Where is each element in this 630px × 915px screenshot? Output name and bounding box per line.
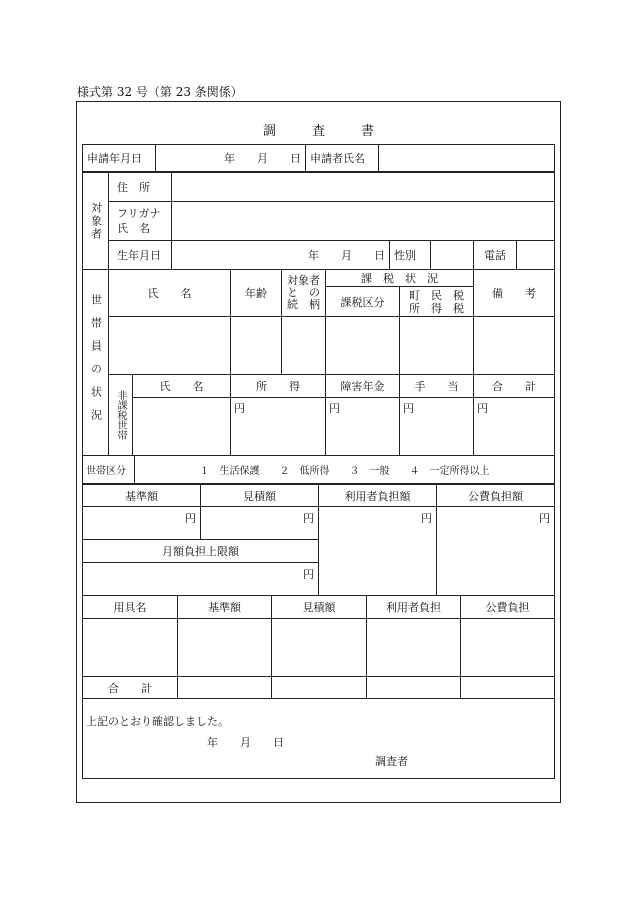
application-date-label: 申請年月日 [83, 145, 156, 172]
nontax-pension-header: 障害年金 [326, 375, 400, 398]
nontax-name-field[interactable] [133, 398, 231, 456]
application-row [82, 144, 555, 172]
confirmation-date[interactable]: 年 月 日 [207, 736, 284, 749]
items-total-public-field[interactable] [461, 677, 555, 699]
item-estimate-field[interactable] [272, 619, 367, 677]
member-remarks-field[interactable] [474, 317, 555, 375]
item-base-header: 基準額 [178, 596, 272, 619]
member-tax-type-field[interactable] [400, 317, 474, 375]
nontax-pension-field[interactable]: 円 [326, 398, 400, 456]
address-field[interactable] [172, 173, 555, 202]
phone-field[interactable] [517, 241, 555, 270]
public-burden-field[interactable]: 円 [437, 507, 555, 596]
nontax-name-header: 氏 名 [133, 375, 231, 398]
tax-type-header [400, 287, 474, 317]
base-amount-field[interactable]: 円 [83, 507, 201, 540]
applicant-name-label: 申請者氏名 [306, 145, 379, 172]
public-burden-header: 公費負担額 [437, 485, 555, 507]
name-field[interactable] [172, 202, 555, 241]
name-label-cell [109, 202, 172, 241]
nontax-household-label: 非課税世帯 [109, 375, 133, 456]
furigana-label: フリガナ [117, 207, 161, 220]
nontax-income-header: 所 得 [231, 375, 326, 398]
member-age-field[interactable] [231, 317, 282, 375]
household-section [82, 269, 555, 456]
item-base-field[interactable] [178, 619, 272, 677]
items-total-estimate-field[interactable] [272, 677, 367, 699]
nontax-allowance-header: 手 当 [400, 375, 474, 398]
address-label: 住 所 [109, 173, 172, 202]
member-relation-field[interactable] [282, 317, 326, 375]
gender-field[interactable] [431, 241, 474, 270]
applicant-name-field[interactable] [379, 145, 555, 172]
item-name-header: 用具名 [83, 596, 178, 619]
nontax-income-field[interactable]: 円 [231, 398, 326, 456]
relation-line-2: と の [287, 286, 321, 299]
household-relation-header [282, 270, 326, 317]
gender-label: 性別 [390, 241, 431, 270]
birth-date-label: 生年月日 [109, 241, 172, 270]
household-group-label: 世帯員の状況 [83, 270, 109, 456]
estimate-amount-field[interactable]: 円 [201, 507, 319, 540]
tax-status-header: 課 税 状 況 [326, 270, 474, 287]
amounts-section [82, 484, 555, 596]
name-label: 氏 名 [117, 222, 150, 235]
monthly-limit-label: 月額負担上限額 [83, 540, 319, 563]
item-public-burden-field[interactable] [461, 619, 555, 677]
monthly-limit-field[interactable]: 円 [83, 563, 319, 596]
target-person-section [82, 172, 555, 270]
item-estimate-header: 見積額 [272, 596, 367, 619]
surveyor-label: 調査者 [375, 755, 408, 768]
tax-type-line-1: 町 民 税 [409, 288, 465, 302]
birth-date-field[interactable]: 年 月 日 [172, 241, 390, 270]
nontax-allowance-field[interactable]: 円 [400, 398, 474, 456]
relation-line-3: 続 柄 [287, 298, 321, 311]
member-name-field[interactable] [109, 317, 231, 375]
items-section [82, 595, 555, 699]
relation-line-1: 対象者 [287, 274, 321, 287]
application-date-field[interactable]: 年 月 日 [156, 145, 306, 172]
items-total-user-field[interactable] [367, 677, 461, 699]
form-number-label: 様式第 32 号（第 23 条関係） [77, 85, 243, 99]
nontax-total-field[interactable]: 円 [474, 398, 555, 456]
remarks-header: 備 考 [474, 270, 555, 317]
document-title: 調査書 [262, 124, 410, 139]
user-burden-field[interactable]: 円 [319, 507, 437, 596]
estimate-amount-header: 見積額 [201, 485, 319, 507]
confirmation-section [82, 698, 555, 779]
confirmation-text: 上記のとおり確認しました。 [86, 715, 229, 728]
tax-class-header: 課税区分 [326, 287, 400, 317]
household-name-header: 氏 名 [109, 270, 231, 317]
household-category-label: 世帯区分 [83, 456, 135, 484]
item-public-burden-header: 公費負担 [461, 596, 555, 619]
household-category-row [82, 455, 555, 484]
item-name-field[interactable] [83, 619, 178, 677]
nontax-total-header: 合 計 [474, 375, 555, 398]
items-total-base-field[interactable] [178, 677, 272, 699]
item-user-burden-header: 利用者負担 [367, 596, 461, 619]
base-amount-header: 基準額 [83, 485, 201, 507]
user-burden-header: 利用者負担額 [319, 485, 437, 507]
target-group-label: 対象者 [83, 173, 109, 270]
member-tax-class-field[interactable] [326, 317, 400, 375]
household-age-header: 年齢 [231, 270, 282, 317]
tax-type-line-2: 所 得 税 [409, 301, 465, 315]
phone-label: 電話 [474, 241, 517, 270]
item-user-burden-field[interactable] [367, 619, 461, 677]
household-category-options[interactable]: １ 生活保護 ２ 低所得 ３ 一般 ４ 一定所得以上 [135, 456, 555, 484]
items-total-label: 合 計 [83, 677, 178, 699]
